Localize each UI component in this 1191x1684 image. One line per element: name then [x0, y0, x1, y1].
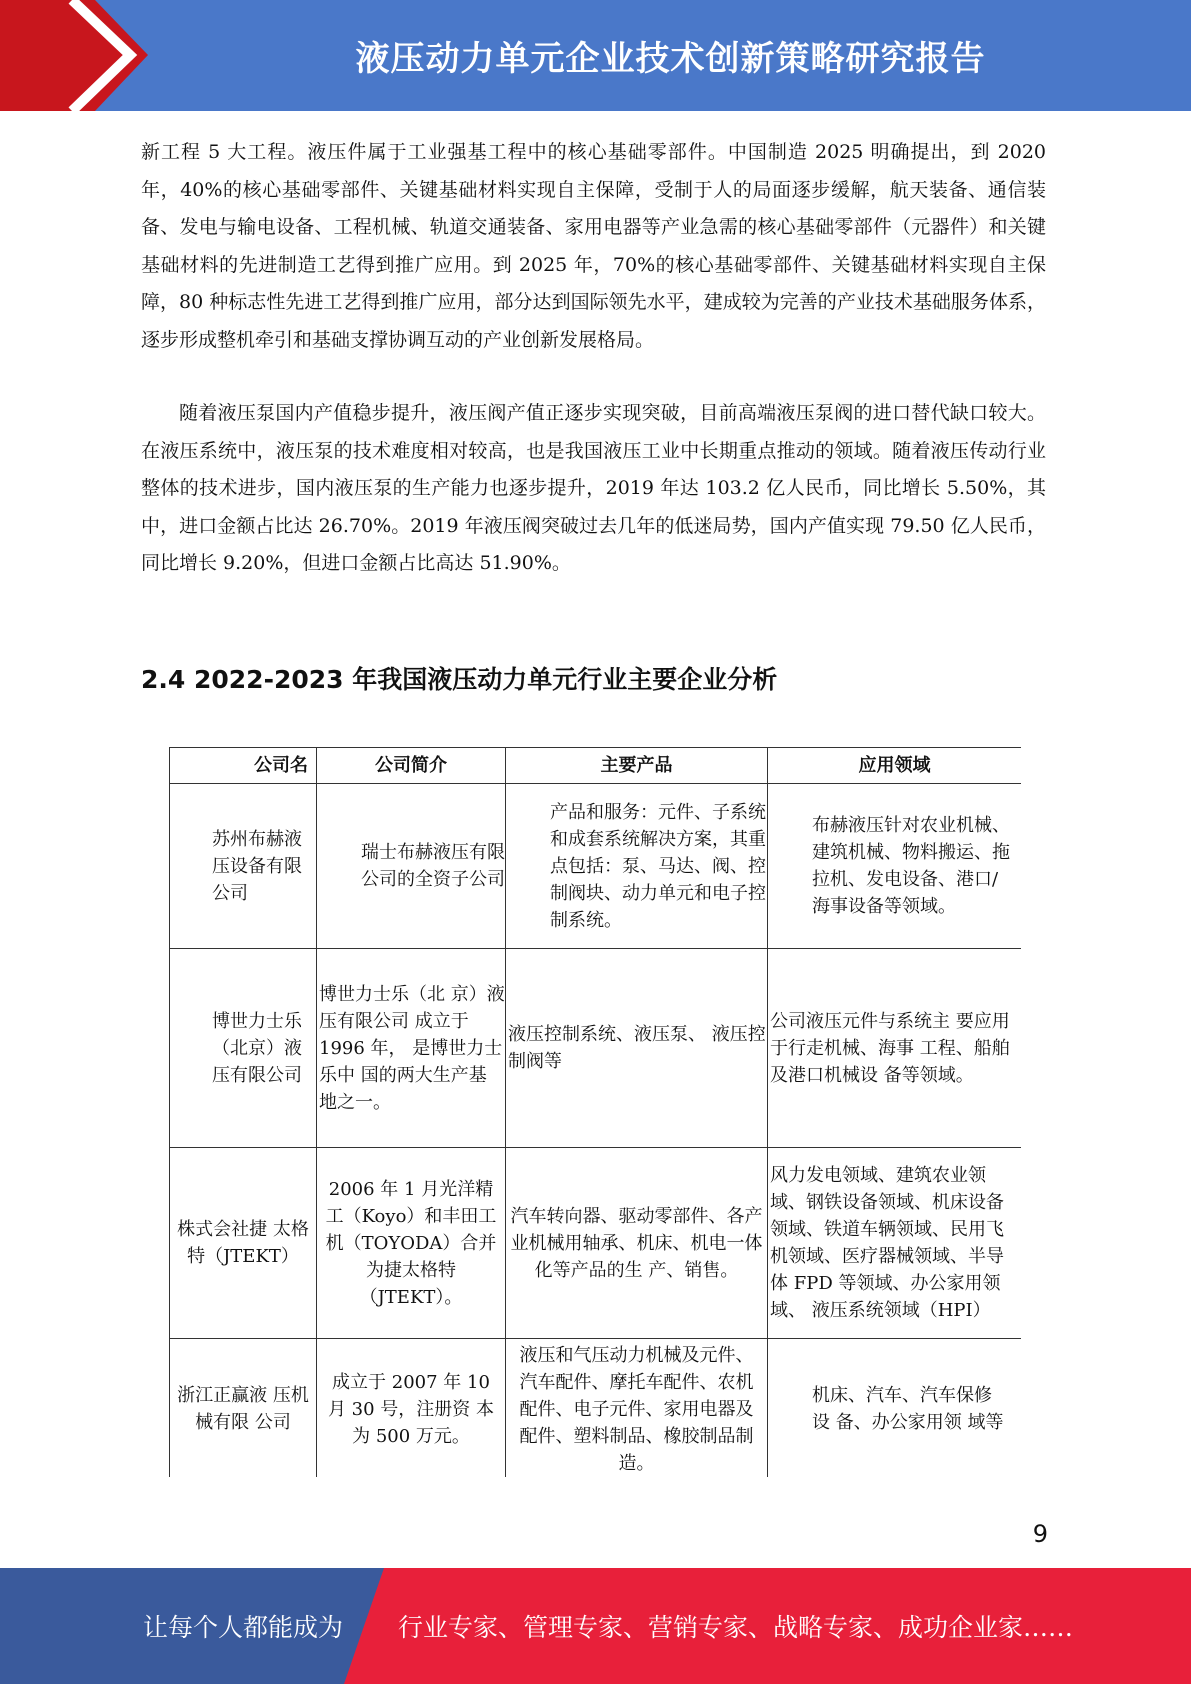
report-footer: [0, 1568, 1191, 1684]
company-table: [169, 747, 1021, 1477]
header-application-fields: 应用领域: [768, 748, 1022, 784]
report-title: 液压动力单元企业技术创新策略研究报告: [355, 39, 986, 79]
company-intro-cell: [317, 1339, 506, 1478]
company-name: 株式会社捷 太格特（JTEKT）: [177, 1219, 309, 1267]
company-name-cell: [170, 1148, 317, 1339]
company-intro-cell: [317, 784, 506, 949]
applications-cell: [768, 1339, 1022, 1478]
applications-cell: [768, 784, 1022, 949]
applications-cell: [768, 1148, 1022, 1339]
company-name-cell: [170, 1339, 317, 1478]
company-applications: 机床、汽车、汽车保修 设 备、办公家用领 域等: [812, 1385, 1004, 1433]
company-applications: 风力发电领域、建筑农业领域、钢铁设备领域、机床设备领域、铁道车辆领域、民用飞机领域、医疗器械领域、半导体 FPD 等领域、办公家用领域、 液压系统领域（HPI）: [770, 1165, 1004, 1321]
company-products: 产品和服务：元件、子系统和成套系统解决方案，其重点包括：泵、马达、阀、控制阀块、动力单元和电子控制系统。: [550, 801, 766, 931]
company-table-container: [169, 747, 1021, 1477]
products-cell: [506, 949, 768, 1148]
table-row: [170, 1148, 1022, 1339]
company-name-cell: [170, 949, 317, 1148]
company-name: 浙江正赢液 压机械有限 公司: [177, 1385, 309, 1433]
header-main-products: 主要产品: [506, 748, 768, 784]
footer-slogan-right: 行业专家、管理专家、营销专家、战略专家、成功企业家……: [398, 1613, 1074, 1642]
company-intro-cell: [317, 949, 506, 1148]
section-heading: 2.4 2022-2023 年我国液压动力单元行业主要企业分析: [141, 665, 778, 694]
company-products: 汽车转向器、驱动零部件、各产业机械用轴承、机床、机电一体化等产品的生 产、销售。: [510, 1205, 763, 1281]
company-intro-cell: [317, 1148, 506, 1339]
products-cell: [506, 1339, 768, 1478]
company-products: 液压和气压动力机械及元件、汽车配件、摩托车配件、农机配件、电子元件、家用电器及配件、塑料制品、橡胶制品制造。: [519, 1344, 754, 1474]
header-company-name: 公司名: [170, 748, 317, 784]
company-name: 苏州布赫液压设备有限公司: [212, 828, 302, 904]
body-paragraph-1: 新工程 5 大工程。液压件属于工业强基工程中的核心基础零部件。中国制造 2025 明确提出，到 2020 年，40%的核心基础零部件、关键基础材料实现自主保障，受制于人的局面逐步缓解，航天装备、通信装备、发电与输电设备、工程机械、轨道交通装备、家用电器等产业急需的核心基础零部件（元器件）和关键基础材料的先进制造工艺得到推广应用。到 2025 年，70%的核心基础零部件、关键基础材料实现自主保障，80 种标志性先进工艺得到推广应用，部分达到国际领先水平，建成较为完善的产业技术基础服务体系，逐步形成整机牵引和基础支撑协调互动的产业创新发展格局。: [141, 141, 1046, 351]
company-products: 液压控制系统、液压泵、 液压控制阀等: [508, 1024, 766, 1072]
products-cell: [506, 1148, 768, 1339]
company-intro: 2006 年 1 月光洋精工（Koyo）和丰田工机（TOYODA）合并为捷太格特（JTEKT）。: [325, 1178, 497, 1308]
company-intro: 博世力士乐（北 京）液压有限公司 成立于 1996 年， 是博世力士乐中 国的两大生产基 地之一。: [319, 983, 505, 1113]
company-intro: 瑞士布赫液压有限公司的全资子公司: [361, 842, 505, 890]
company-applications: 布赫液压针对农业机械、 建筑机械、物料搬运、拖 拉机、发电设备、港口/ 海事设备等领域。: [812, 815, 1010, 917]
header-chevron-decoration: [0, 0, 170, 111]
table-row: [170, 784, 1022, 949]
company-name: 博世力士乐 （北京）液 压有限公司: [212, 1010, 302, 1086]
table-header-row: [170, 748, 1022, 784]
report-header: [0, 0, 1191, 111]
applications-cell: [768, 949, 1022, 1148]
table-row: [170, 949, 1022, 1148]
footer-slogan-left: 让每个人都能成为: [143, 1613, 344, 1642]
header-company-intro: 公司简介: [317, 748, 506, 784]
page-number: 9: [1032, 1520, 1048, 1548]
company-intro: 成立于 2007 年 10 月 30 号，注册资 本为 500 万元。: [327, 1371, 495, 1447]
table-row: [170, 1339, 1022, 1478]
products-cell: [506, 784, 768, 949]
company-applications: 公司液压元件与系统主 要应用于行走机械、海事 工程、船舶及港口机械设 备等领域。: [770, 1010, 1010, 1086]
company-name-cell: [170, 784, 317, 949]
body-paragraph-2: 随着液压泵国内产值稳步提升，液压阀产值正逐步实现突破，目前高端液压泵阀的进口替代缺口较大。在液压系统中，液压泵的技术难度相对较高，也是我国液压工业中长期重点推动的领域。随着液压传动行业整体的技术进步，国内液压泵的生产能力也逐步提升，2019 年达 103.2 亿人民币，同比增长 5.50%，其中，进口金额占比达 26.70%。2019 年液压阀突破过去几年的低迷局势，国内产值实现 79.50 亿人民币，同比增长 9.20%，但进口金额占比高达 51.90%。: [141, 402, 1046, 574]
